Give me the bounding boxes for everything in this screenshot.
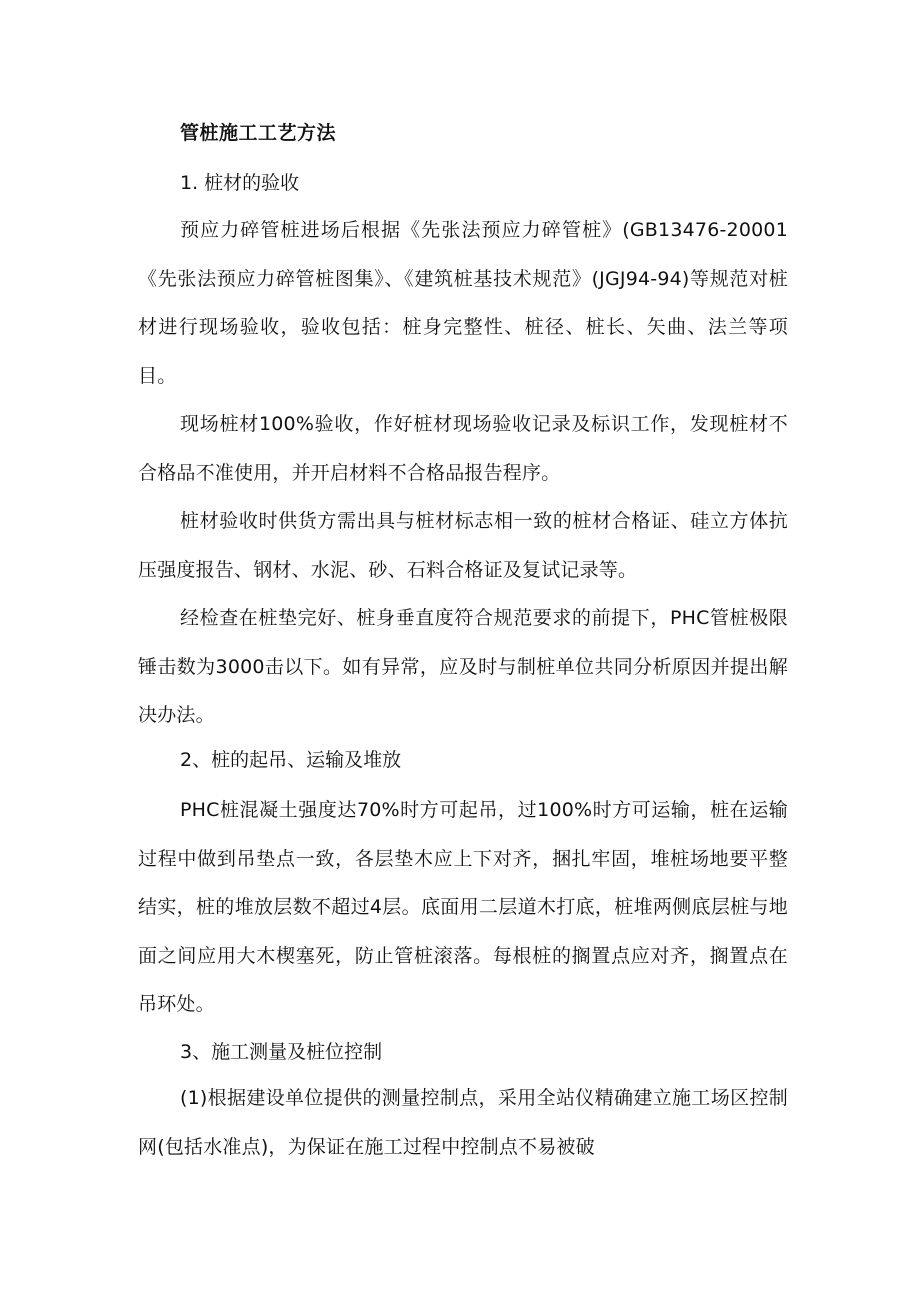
section-1-paragraph-3: 桩材验收时供货方需出具与桩材标志相一致的桩材合格证、硅立方体抗压强度报告、钢材、水泥、砂、石料合格证及复试记录等。: [138, 510, 788, 581]
section-1-paragraph-2: 现场桩材100%验收，作好桩材现场验收记录及标识工作，发现桩材不合格品不准使用，并开启材料不合格品报告程序。: [138, 413, 788, 484]
section-3-heading: 3、施工测量及桩位控制: [180, 1041, 383, 1063]
section-1-paragraph-1: 预应力碎管桩进场后根据《先张法预应力碎管桩》(GB13476-20001《先张法预应力碎管桩图集》、《建筑桩基技术规范》(JGJ94-94)等规范对桩材进行现场验收，验收包括：桩身完整性、桩径、桩长、矢曲、法兰等项目。: [138, 219, 788, 387]
section-2-heading: 2、桩的起吊、运输及堆放: [180, 749, 402, 771]
document-title: 管桩施工工艺方法: [180, 122, 337, 144]
section-2-paragraph-1: PHC桩混凝土强度达70%时方可起吊，过100%时方可运输，桩在运输过程中做到吊垫点一致，各层垫木应上下对齐，捆扎牢固，堆桩场地要平整结实，桩的堆放层数不超过4层。底面用二层道木打底，桩堆两侧底层桩与地面之间应用大木楔塞死，防止管桩滚落。每根桩的搁置点应对齐，搁置点在吊环处。: [138, 799, 788, 1015]
section-1-heading: 1. 桩材的验收: [180, 172, 300, 194]
section-1-paragraph-4: 经检查在桩垫完好、桩身垂直度符合规范要求的前提下，PHC管桩极限锤击数为3000击以下。如有异常，应及时与制桩单位共同分析原因并提出解决办法。: [138, 607, 788, 726]
section-3-paragraph-1: (1)根据建设单位提供的测量控制点，采用全站仪精确建立施工场区控制网(包括水准点)，为保证在施工过程中控制点不易被破: [138, 1087, 788, 1158]
